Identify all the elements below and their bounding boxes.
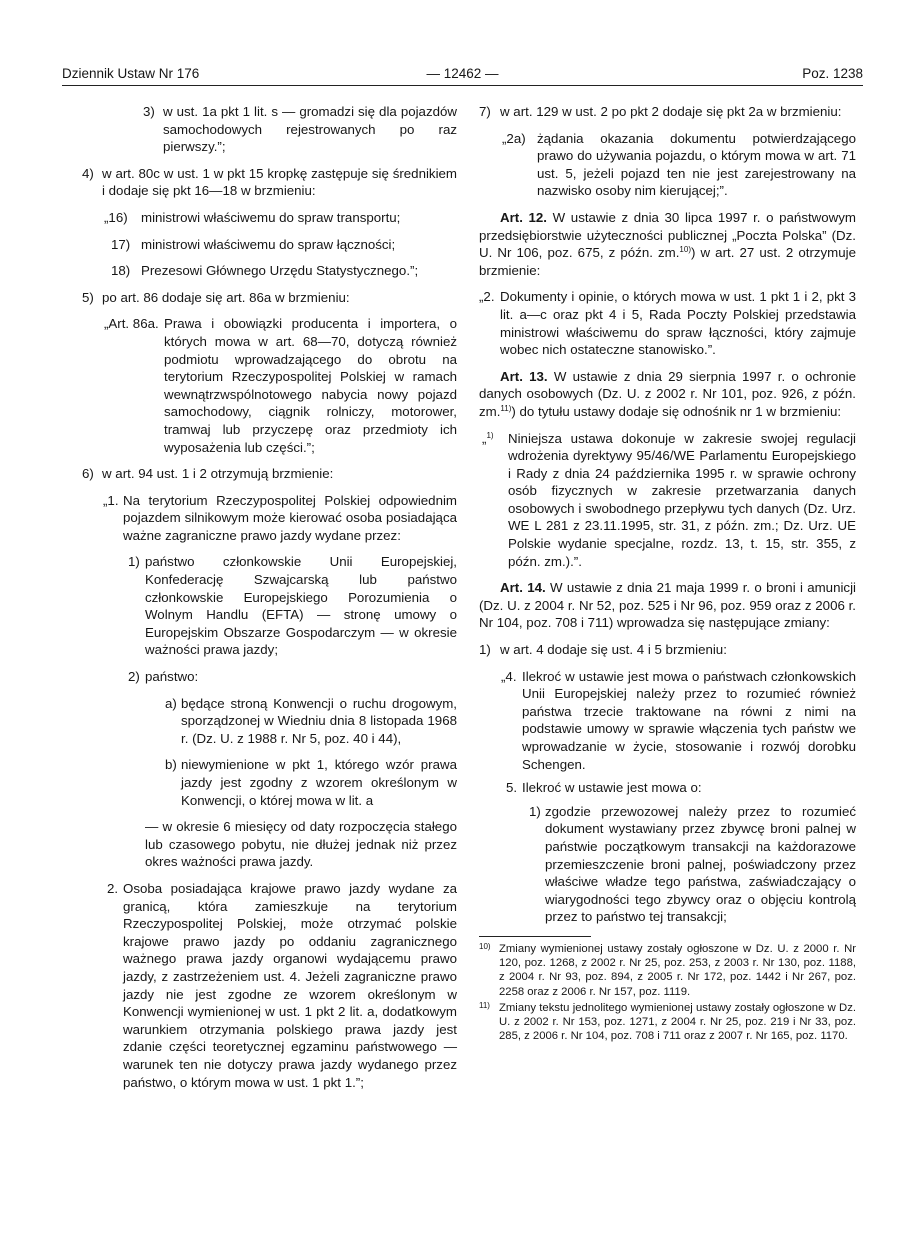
paragraph-text: Ilekroć w ustawie jest mowa o państwach członkowskich Unii Europejskiej należy przez to rozumieć również państwa trzecie traktowane na równi z nimi na podstawie umowy w sprawie włączenia tych państw we wprowadzanie w życie, stosowanie i rozwój dorobku Schengen.: [522, 668, 856, 772]
footnote-rule: [479, 936, 591, 937]
point-2a: [479, 130, 856, 200]
paragraph-1: [82, 492, 457, 545]
item-text: w art. 4 dodaje się ust. 4 i 5 brzmieniu:: [500, 642, 727, 658]
item-text: po art. 86 dodaje się art. 86a w brzmieniu:: [102, 289, 350, 305]
article-title: Art. 12.: [500, 209, 548, 225]
article-12: [479, 209, 856, 279]
point-17: [82, 236, 457, 254]
page-number: — 12462 —: [426, 66, 499, 81]
article-text: W ustawie z dnia 29 sierpnia 1997 r. o ochronie danych osobowych (Dz. U. z 2002 r. Nr 101, poz. 926, z późn. zm.: [479, 368, 856, 419]
point-text: państwo członkowskie Unii Europejskiej, Konfederację Szwajcarską lub państwo członkowskie Europejskiego Porozumienia o Wolnym Handlu (EFTA) — stronę umowy o Europejskim Obszarze Gospodarczym — w okresie ważności prawa jazdy;: [145, 554, 457, 658]
point-label: „2a): [502, 130, 526, 146]
point-label: 1): [529, 803, 541, 819]
article-14-item-1: [479, 641, 856, 659]
footnote-ref: 11): [500, 403, 512, 413]
point-text: ministrowi właściwemu do spraw łączności;: [141, 236, 396, 252]
journal-title: Dziennik Ustaw Nr 176: [62, 66, 200, 81]
header-rule: [62, 85, 863, 86]
paragraph-label: „2.: [479, 289, 495, 305]
item-text: w ust. 1a pkt 1 lit. s — gromadzi się dla pojazdów samochodowych rejestrowanych po raz pierwszy.”;: [163, 104, 457, 155]
letter-label: a): [165, 695, 177, 711]
footnote-text: Zmiany wymienionej ustawy zostały ogłoszone w Dz. U. z 2000 r. Nr 120, poz. 1268, z 2002 r. Nr 25, poz. 253, z 2003 r. Nr 130, poz. 1188, z 2004 r. Nr 93, poz. 894, z 2005 r. Nr 172, poz. 1442 i Nr 267, poz. 2258 oraz z 2006 r. Nr 157, poz. 1119.: [499, 942, 856, 998]
left-column: [82, 103, 457, 1100]
paragraph-label: 2.: [107, 880, 119, 896]
point-text: ministrowi właściwemu do spraw transportu;: [141, 209, 401, 225]
letter-b: [82, 756, 457, 809]
point-label: 2): [128, 669, 140, 685]
page-header: [62, 66, 863, 84]
point-1: [82, 553, 457, 659]
footnote-ref: 10): [679, 245, 691, 255]
article-label: „Art. 86a.: [104, 316, 159, 332]
item-3: [82, 103, 457, 156]
footnote-10: [479, 942, 856, 999]
paragraph-label: „1.: [103, 492, 119, 508]
item-text: w art. 80c w ust. 1 w pkt 15 kropkę zastępuje się średnikiem i dodaje się pkt 16—18 w brzmieniu:: [102, 165, 457, 199]
point-text: żądania okazania dokumentu potwierdzającego prawo do używania pojazdu, o którym mowa w art. 71 ust. 5, jeżeli pojazd ten nie jest zarejestrowany na nazwisko osoby nim kierującej;”.: [537, 130, 856, 199]
item-label: 7): [479, 104, 491, 119]
point-label: „16): [104, 209, 128, 225]
letter-text: niewymienione w pkt 1, którego wzór prawa jazdy jest zgodny z wzorem określonym w Konwencji, o której mowa w lit. a: [181, 757, 457, 808]
item-7: [479, 103, 856, 121]
article-14: [479, 579, 856, 632]
position-number: Poz. 1238: [802, 66, 863, 81]
point-text: Prezesowi Głównego Urzędu Statystycznego.”;: [141, 263, 419, 279]
paragraph-text: Osoba posiadająca krajowe prawo jazdy wydane za granicą, która zamieszkuje na terytorium Rzeczypospolitej Polskiej, może otrzymać polskie krajowe prawo jazdy po oddaniu zagranicznego ważnego prawa jazdy organowi wydającemu prawo jazdy, z zastrzeżeniem ust. 4. Jeżeli zagraniczne prawo jazdy nie jest zgodne ze wzorem określonym w Konwencji wymienionej w ust. 1 pkt 2 lit. a, dodatkowym warunkiem otrzymania polskiego prawa jazdy jest zdanie części teoretycznej egzaminu państwowego — warunek ten nie dotyczy prawa jazdy wydanego przez państwo, o którym mowa w ust. 1 pkt 1.”;: [123, 880, 457, 1090]
paragraph-2: [82, 880, 457, 1091]
article-text-cont: ) do tytułu ustawy dodaje się odnośnik nr 1 w brzmieniu:: [511, 403, 842, 419]
footnote-number: 11): [479, 1000, 490, 1010]
paragraph-5-point-1: [479, 803, 856, 926]
point-text: zgodzie przewozowej należy przez to rozumieć dokument wystawiany przez zbywcę broni palnej w państwie początkowym transakcji na każdorazowe przemieszczenie broni palnej, poświadczony przez właściwe władze tego państwa, zaświadczający o wiarygodności tego zbywcy oraz o objęciu kontrolą przez to państwo tej transakcji;: [545, 803, 856, 925]
letter-text: będące stroną Konwencji o ruchu drogowym, sporządzonej w Wiedniu dnia 8 listopada 1968 r. (Dz. U. z 1988 r. Nr 5, poz. 40 i 44),: [181, 695, 457, 746]
footnote-text: Zmiany tekstu jednolitego wymienionej ustawy zostały ogłoszone w Dz. U. z 2002 r. Nr 153, poz. 1271, z 2004 r. Nr 25, poz. 219 i Nr 33, poz. 285, z 2006 r. Nr 104, poz. 708 i 711 oraz z 2007 r. Nr 165, poz. 1170.: [499, 1001, 856, 1043]
item-label: 4): [82, 165, 94, 181]
time-limit-text: — w okresie 6 miesięcy od daty rozpoczęcia stałego lub czasowego pobytu, nie dłużej jednak niż przez okres ważności prawa jazdy.: [145, 819, 457, 870]
footnote-label: „$^{1)}$: [482, 430, 494, 446]
footnote-11: [479, 1001, 856, 1044]
article-86a: [82, 315, 457, 456]
item-label: 5): [82, 289, 94, 305]
article-13-footnote-text: [479, 430, 856, 571]
point-label: 18): [111, 263, 131, 279]
paragraph-label: „4.: [501, 668, 517, 684]
paragraph-label: 5.: [506, 780, 518, 796]
point-label: 17): [111, 236, 131, 252]
article-text: W ustawie z dnia 21 maja 1999 r. o broni i amunicji (Dz. U. z 2004 r. Nr 52, poz. 525 i Nr 96, poz. 959 oraz z 2006 r. Nr 104, poz. 708 i 711) wprowadza się następujące zmiany:: [479, 580, 856, 631]
item-4: [82, 165, 457, 200]
item-text: w art. 129 w ust. 2 po pkt 2 dodaje się pkt 2a w brzmieniu:: [500, 104, 842, 119]
article-title: Art. 14.: [500, 580, 546, 596]
item-5: [82, 289, 457, 307]
paragraph-text: Ilekroć w ustawie jest mowa o:: [522, 780, 702, 796]
article-text: W ustawie z dnia 30 lipca 1997 r. o państwowym przedsiębiorstwie użyteczności publicznej „Poczta Polska” (Dz. U. Nr 106, poz. 675, z późn. zm.: [479, 209, 856, 261]
point-2: [82, 668, 457, 686]
point-16: [82, 209, 457, 227]
article-13: [479, 368, 856, 421]
point-label: 1): [128, 554, 140, 570]
point-18: [82, 262, 457, 280]
item-label: 1): [479, 642, 491, 658]
footnote-number: 10): [479, 941, 491, 951]
paragraph-text: Dokumenty i opinie, o których mowa w ust. 1 pkt 1 i 2, pkt 3 lit. a—c oraz pkt 4 i 5, Rada Poczty Polskiej przedstawia ministrowi właściwemu do spraw łączności, który zajmuje wobec nich ostateczne stanowisko.”.: [500, 289, 856, 358]
item-label: 3): [143, 104, 155, 119]
article-12-paragraph-2: [479, 288, 856, 358]
paragraph-text: Na terytorium Rzeczypospolitej Polskiej odpowiednim pojazdem silnikowym może kierować osoba posiadająca ważne zagraniczne prawo jazdy wydane przez:: [123, 492, 457, 543]
paragraph-5: [479, 779, 856, 797]
item-text: w art. 94 ust. 1 i 2 otrzymują brzmienie:: [102, 466, 334, 482]
article-text: Prawa i obowiązki producenta i importera, o których mowa w art. 68—70, dotyczą również podmiotu wprowadzającego do obrotu na terytorium Rzeczypospolitej Polskiej w ramach wewnątrzwspólnotowego nabycia nowy pojazd samochodowy, ciągnik rolniczy, motorower, tramwaj lub przyczepę oraz przedmioty ich wyposażenia lub części.”;: [164, 316, 457, 455]
paragraph-4: [479, 668, 856, 774]
item-label: 6): [82, 466, 94, 482]
point-text: państwo:: [145, 669, 199, 685]
footnote-body: Niniejsza ustawa dokonuje w zakresie swojej regulacji wdrożenia dyrektywy 95/46/WE Parlamentu Europejskiego i Rady z dnia 24 października 1995 r. w sprawie ochrony osób fizycznych w zakresie przetwarzania danych osobowych i swobodnego przepływu tych danych (Dz. Urz. WE L 281 z 23.11.1995, str. 31, z późn. zm.; Dz. Urz. UE Polskie wydanie specjalne, rozdz. 13, t. 15, str. 355, z późn. zm.).”.: [508, 430, 856, 569]
article-text-cont: ) w art. 27 ust. 2 otrzymuje brzmienie:: [479, 245, 856, 278]
letter-label: b): [165, 757, 177, 773]
right-column: [479, 103, 856, 1052]
article-title: Art. 13.: [500, 368, 548, 384]
item-6: [82, 465, 457, 483]
letter-a: [82, 695, 457, 748]
